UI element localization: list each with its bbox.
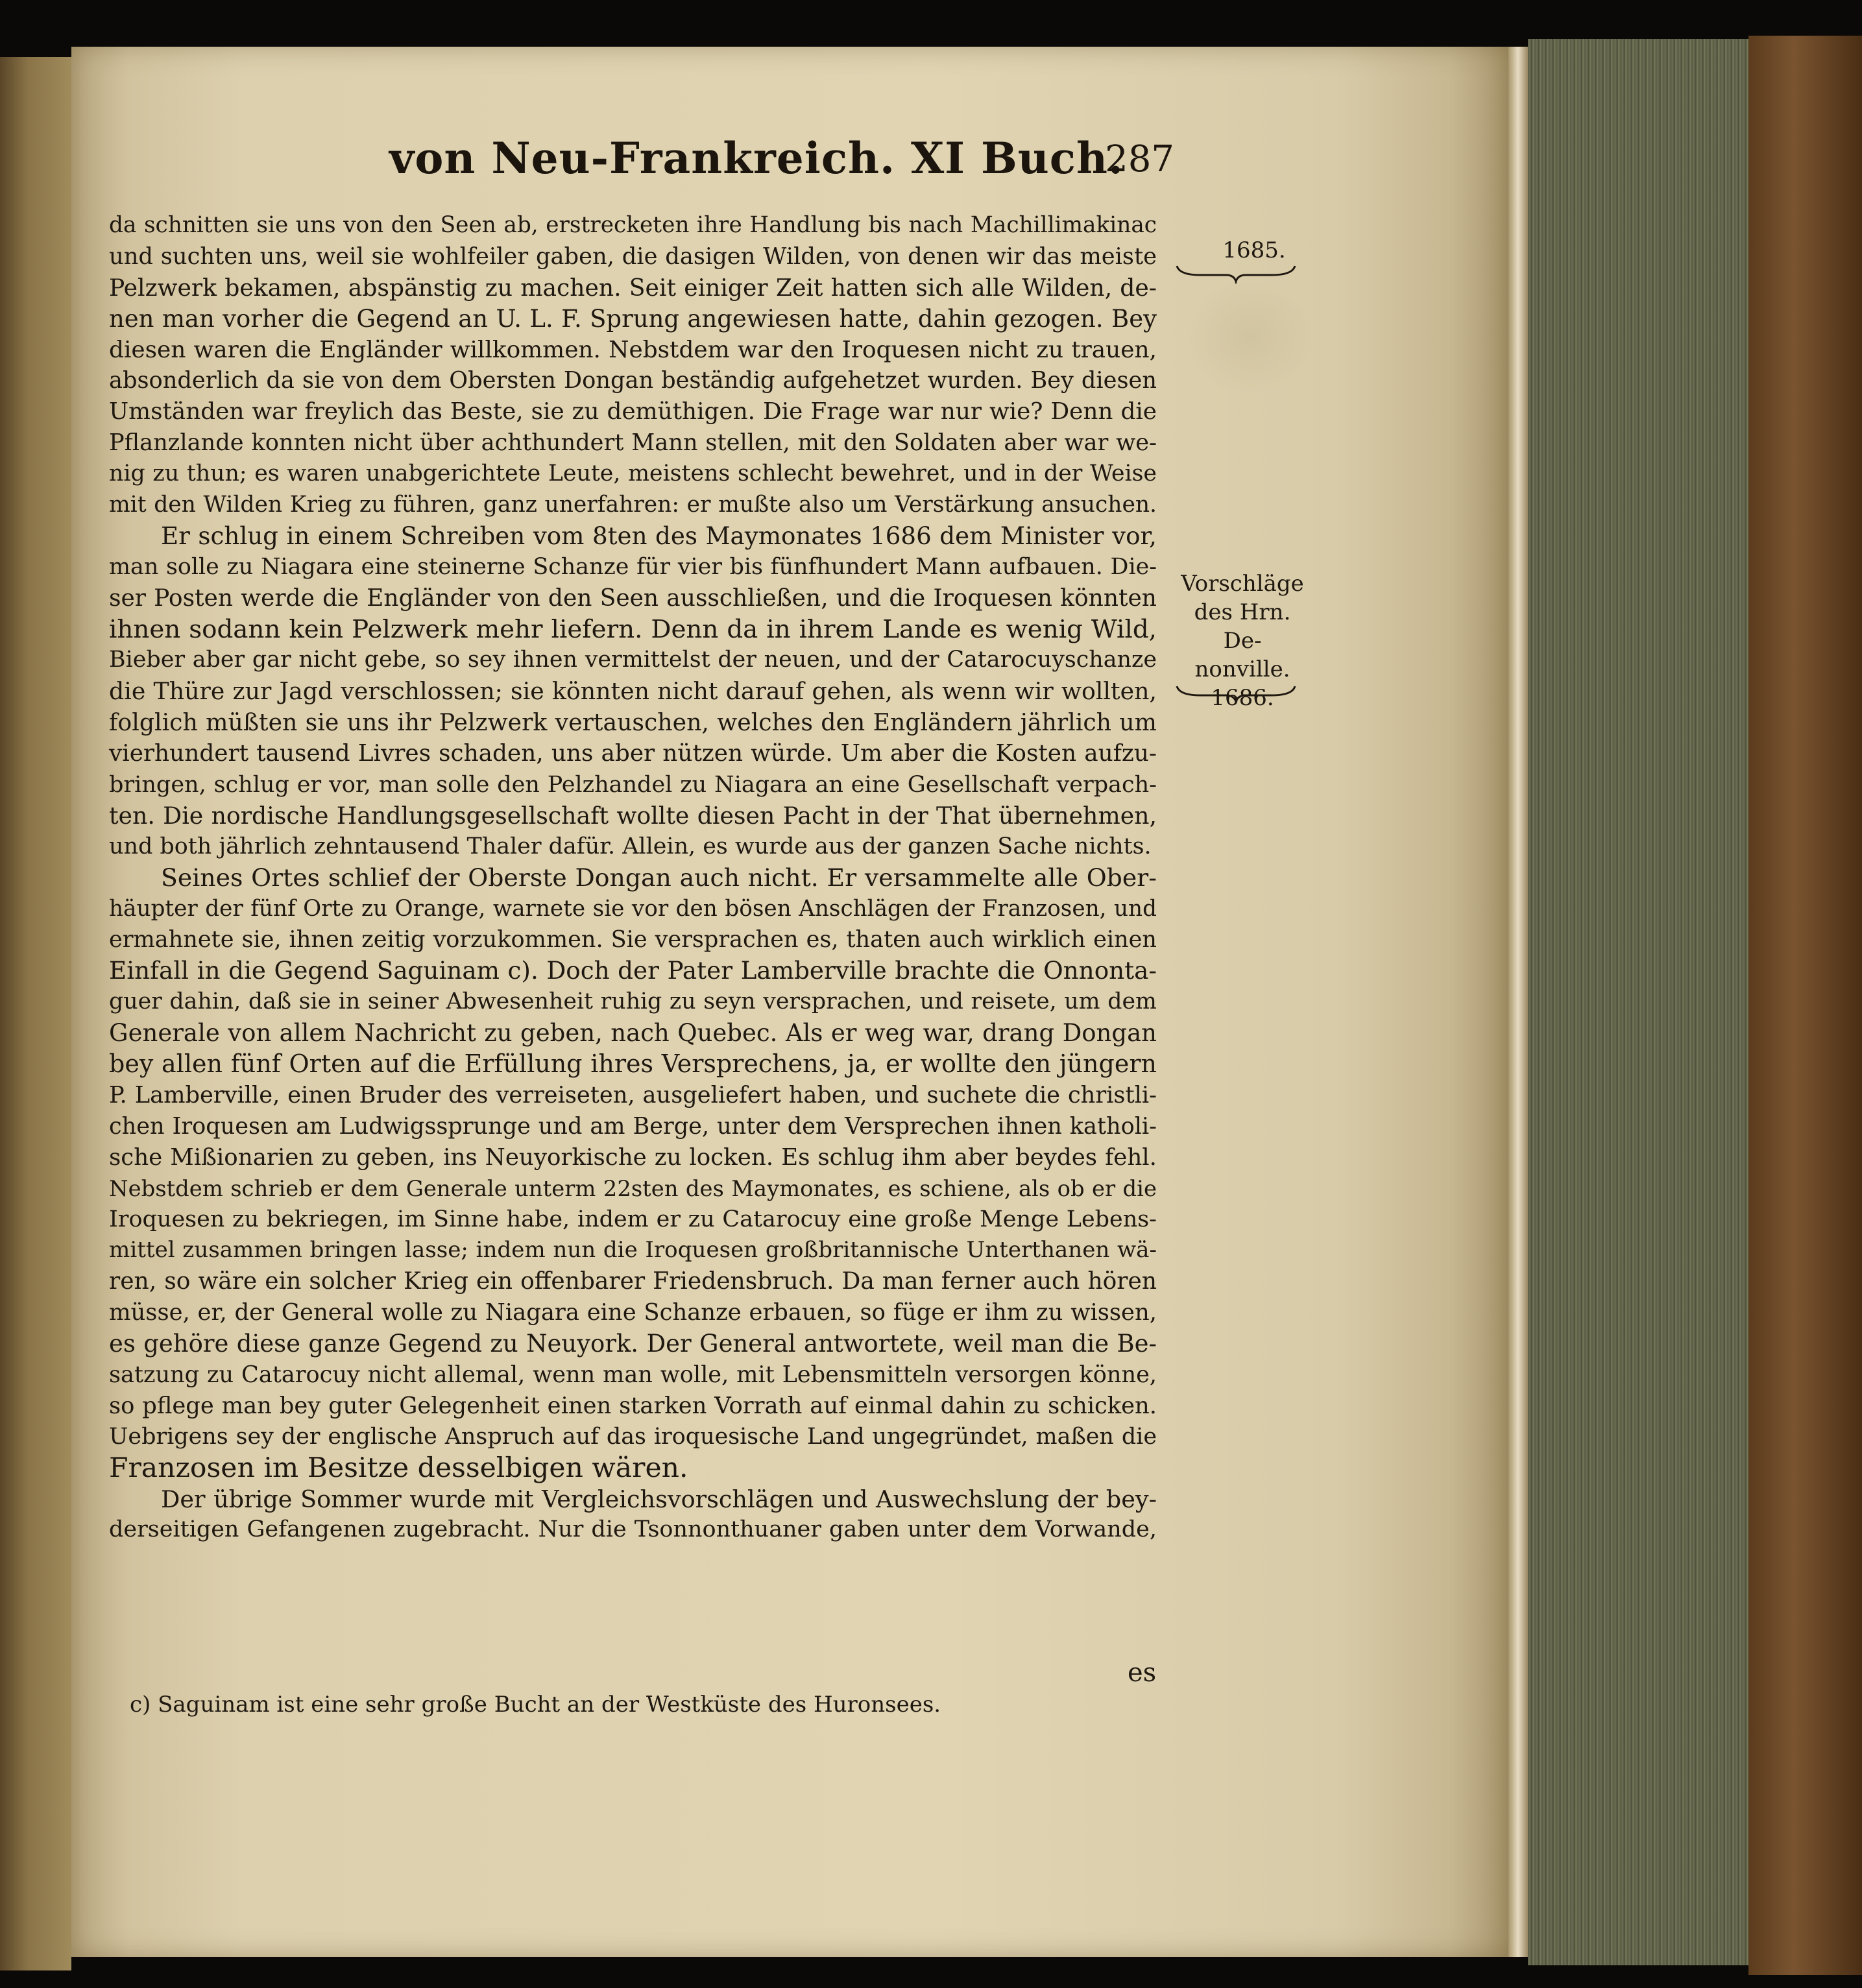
text-line: Iroquesen zu bekriegen, im Sinne habe, indem er zu Catarocuy eine große Menge Lebens- xyxy=(109,1206,1157,1232)
text-line: absonderlich da sie von dem Obersten Dongan beständig aufgehetzet wurden. Bey diesen xyxy=(109,367,1157,394)
text-line: Nebstdem schrieb er dem Generale unterm 22sten des Maymonates, es schiene, als ob er die xyxy=(109,1175,1157,1201)
text-line: ren, so wäre ein solcher Krieg ein offenbarer Friedensbruch. Da man ferner auch hören xyxy=(109,1268,1157,1295)
text-line: Seines Ortes schlief der Oberste Dongan auch nicht. Er versammelte alle Ober- xyxy=(161,863,1157,892)
margin-proposal-line-2: des Hrn. De- xyxy=(1194,599,1291,654)
margin-proposal-line-1: Vorschläge xyxy=(1181,571,1304,597)
text-line: Uebrigens sey der englische Anspruch auf das iroquesische Land ungegründet, maßen die xyxy=(109,1423,1157,1450)
catchword: es xyxy=(1128,1658,1157,1688)
running-title: von Neu-Frankreich. XI Buch. xyxy=(389,133,1124,184)
text-line: mit den Wilden Krieg zu führen, ganz unerfahren: er mußte also um Verstärkung ansuchen. xyxy=(109,492,1157,518)
text-line: ten. Die nordische Handlungsgesellschaft wollte diesen Pacht in der That übernehmen, xyxy=(109,801,1157,830)
text-line: da schnitten sie uns von den Seen ab, erstrecketen ihre Handlung bis nach Machillimakinac xyxy=(109,212,1157,238)
text-line: Der übrige Sommer wurde mit Vergleichsvorschlägen und Auswechslung der bey- xyxy=(161,1485,1157,1513)
book-cover-edge xyxy=(1748,36,1862,1975)
margin-note-1685 xyxy=(1205,237,1303,263)
text-line: nen man vorher die Gegend an U. L. F. Sprung angewiesen hatte, dahin gezogen. Bey xyxy=(109,304,1157,333)
text-line: Umständen war freylich das Beste, sie zu demüthigen. Die Frage war nur wie? Denn die xyxy=(109,398,1157,425)
text-line: bey allen fünf Orten auf die Erfüllung ihres Versprechens, ja, er wollte den jüngern xyxy=(109,1049,1157,1079)
previous-page-edge xyxy=(0,57,71,1970)
text-line: Pelzwerk bekamen, abspänstig zu machen. Seit einiger Zeit hatten sich alle Wilden, de- xyxy=(109,273,1157,302)
text-line: derseitigen Gefangenen zugebracht. Nur die Tsonnonthuaner gaben unter dem Vorwande, xyxy=(109,1516,1157,1543)
margin-year-1685: 1685. xyxy=(1222,237,1286,263)
text-line: häupter der fünf Orte zu Orange, warnete sie vor den bösen Anschlägen der Franzosen, und xyxy=(109,895,1157,922)
text-line: ermahnete sie, ihnen zeitig vorzukommen. Sie versprachen es, thaten auch wirklich einen xyxy=(109,926,1157,953)
margin-brace-1686 xyxy=(1174,682,1298,704)
paper-stain xyxy=(1184,279,1314,396)
footnote: c) Saguinam ist eine sehr große Bucht an der Westküste des Huronsees. xyxy=(130,1692,941,1718)
page-number: 287 xyxy=(1105,138,1174,180)
margin-year-1686: 1686. xyxy=(1211,685,1274,711)
text-line: ihnen sodann kein Pelzwerk mehr liefern. Denn da in ihrem Lande es wenig Wild, xyxy=(109,614,1157,644)
text-line: guer dahin, daß sie in seiner Abwesenheit ruhig zu seyn versprachen, und reisete, um dem xyxy=(109,988,1157,1015)
text-line: Generale von allem Nachricht zu geben, nach Quebec. Als er weg war, drang Dongan xyxy=(109,1019,1157,1048)
body-text xyxy=(109,210,1157,1546)
page-header xyxy=(389,133,1174,204)
text-line: vierhundert tausend Livres schaden, uns aber nützen würde. Um aber die Kosten aufzu- xyxy=(109,740,1157,767)
text-line: P. Lamberville, einen Bruder des verreiseten, ausgeliefert haben, und suchete die christli- xyxy=(109,1081,1157,1108)
text-line: Franzosen im Besitze desselbigen wären. xyxy=(109,1452,688,1484)
text-line: bringen, schlug er vor, man solle den Pelzhandel zu Niagara an eine Gesellschaft verpach- xyxy=(109,771,1157,798)
text-line: diesen waren die Engländer willkommen. Nebstdem war den Iroquesen nicht zu trauen, xyxy=(109,336,1157,363)
text-line: nig zu thun; es waren unabgerichtete Leute, meistens schlecht bewehret, und in der Weise xyxy=(109,461,1157,487)
text-line: man solle zu Niagara eine steinerne Schanze für vier bis fünfhundert Mann aufbauen. Die- xyxy=(109,553,1157,580)
text-line: die Thüre zur Jagd verschlossen; sie könnten nicht darauf gehen, als wenn wir wollten, xyxy=(109,677,1157,706)
text-line: mittel zusammen bringen lasse; indem nun die Iroquesen großbritannische Unterthanen wä- xyxy=(109,1237,1157,1263)
text-line: und both jährlich zehntausend Thaler dafür. Allein, es wurde aus der ganzen Sache nichts. xyxy=(109,833,1152,859)
text-line: müsse, er, der General wolle zu Niagara eine Schanze erbauen, so füge er ihm zu wissen, xyxy=(109,1299,1157,1326)
text-line: es gehöre diese ganze Gegend zu Neuyork. Der General antwortete, weil man die Be- xyxy=(109,1330,1157,1358)
text-line: chen Iroquesen am Ludwigssprunge und am Berge, unter dem Versprechen ihnen katholi- xyxy=(109,1112,1157,1140)
text-line: ser Posten werde die Engländer von den Seen ausschließen, und die Iroquesen könnten xyxy=(109,584,1157,612)
text-line: Einfall in die Gegend Saguinam c). Doch der Pater Lamberville brachte die Onnonta- xyxy=(109,956,1157,985)
text-line: Er schlug in einem Schreiben vom 8ten des Maymonates 1686 dem Minister vor, xyxy=(161,521,1157,550)
text-line: sche Mißionarien zu geben, ins Neuyorkische zu locken. Es schlug ihm aber beydes fehl. xyxy=(109,1144,1157,1171)
page-block-edges xyxy=(1528,39,1748,1965)
text-line: so pflege man bey guter Gelegenheit einen starken Vorrath auf einmal dahin zu schicken. xyxy=(109,1392,1157,1419)
page-gutter xyxy=(1508,47,1528,1957)
text-line: und suchten uns, weil sie wohlfeiler gaben, die dasigen Wilden, von denen wir das meiste xyxy=(109,243,1157,270)
text-line: Pflanzlande konnten nicht über achthundert Mann stellen, mit den Soldaten aber war we- xyxy=(109,429,1157,457)
margin-brace-1685 xyxy=(1174,262,1298,284)
text-line: Bieber aber gar nicht gebe, so sey ihnen vermittelst der neuen, und der Catarocuyschanze xyxy=(109,647,1157,673)
margin-proposal-line-3: nonville. xyxy=(1194,656,1290,682)
text-line: folglich müßten sie uns ihr Pelzwerk vertauschen, welches den Engländern jährlich um xyxy=(109,708,1157,737)
text-line: satzung zu Catarocuy nicht allemal, wenn man wolle, mit Lebensmitteln versorgen könne, xyxy=(109,1361,1157,1388)
